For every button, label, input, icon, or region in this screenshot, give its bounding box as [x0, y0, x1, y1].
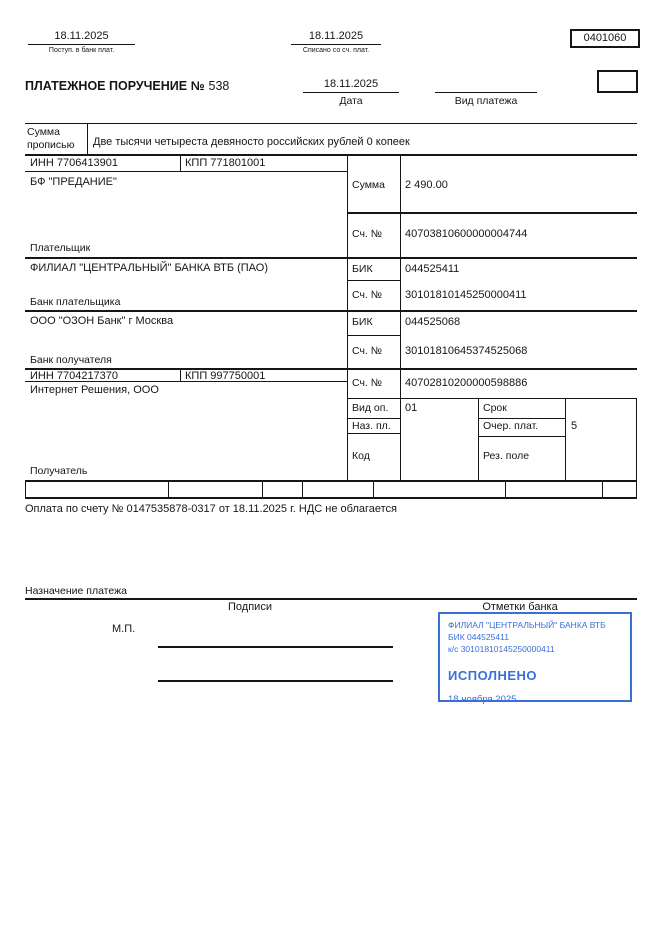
- tax-cell-divider: [373, 480, 374, 497]
- grid-line: [180, 368, 181, 381]
- amount-value: 2 490.00: [405, 179, 448, 191]
- priority-label: Очер. плат.: [483, 420, 539, 432]
- document-title: [25, 79, 229, 93]
- payer-kpp: КПП 771801001: [185, 157, 266, 169]
- grid-line: [565, 398, 566, 480]
- signature-line-2: [158, 680, 393, 682]
- grid-line: [347, 280, 400, 281]
- grid-line: [347, 154, 348, 480]
- doc-date: 18.11.2025: [303, 77, 399, 93]
- grid-line: [180, 154, 181, 171]
- payer-account-label: Сч. №: [352, 228, 383, 240]
- term-label: Срок: [483, 402, 507, 414]
- tax-cell-divider: [302, 480, 303, 497]
- grid-line: [87, 123, 88, 154]
- bank-execution-stamp: [438, 612, 632, 705]
- payee-caption: Получатель: [30, 465, 88, 477]
- bank-marks-caption: Отметки банка: [482, 601, 558, 613]
- stamp-bank-name: ФИЛИАЛ "ЦЕНТРАЛЬНЫЙ" БАНКА ВТБ: [448, 620, 606, 630]
- debited-date-block: [291, 29, 381, 55]
- grid-line: [25, 497, 637, 499]
- payment-type-value: [435, 77, 537, 93]
- payee-bank-bik: 044525068: [405, 316, 461, 328]
- payer-bank-account: 30101810145250000411: [405, 289, 527, 301]
- debited-date-caption: Списано со сч. плат.: [302, 47, 370, 54]
- received-date-block: [28, 29, 135, 55]
- payer-caption: Плательщик: [30, 242, 91, 254]
- form-code-box: 0401060: [570, 29, 640, 48]
- purpose-caption: Назначение платежа: [25, 585, 127, 597]
- document-title-text: ПЛАТЕЖНОЕ ПОРУЧЕНИЕ №: [25, 79, 205, 93]
- payee-kpp: КПП 997750001: [185, 370, 266, 382]
- stamp-status: ИСПОЛНЕНО: [448, 668, 538, 683]
- grid-line: [347, 433, 400, 434]
- grid-line: [25, 310, 637, 312]
- grid-line: [636, 398, 637, 497]
- payee-bank-account: 30101810645374525068: [405, 345, 528, 357]
- payer-bank-caption: Банк плательщика: [30, 296, 121, 308]
- amount-in-words-label: Сумма прописью: [27, 126, 75, 151]
- received-date-caption: Поступ. в банк плат.: [48, 47, 115, 54]
- stamp-bik: БИК 044525411: [448, 632, 509, 642]
- payee-account: 40702810200000598886: [405, 377, 528, 389]
- priority-value: 5: [571, 420, 578, 432]
- grid-line: [347, 398, 637, 399]
- signatures-caption: Подписи: [228, 601, 272, 613]
- amount-in-words: Две тысячи четыреста девяносто российских рублей 0 копеек: [93, 136, 410, 148]
- op-type-value: 01: [405, 402, 418, 414]
- debited-date: 18.11.2025: [291, 29, 381, 45]
- grid-line: [25, 257, 637, 259]
- payee-bank-caption: Банк получателя: [30, 354, 112, 366]
- grid-line: [478, 418, 565, 419]
- doc-date-block: [303, 77, 399, 108]
- payer-account: 40703810600000004744: [405, 228, 528, 240]
- grid-line: [347, 418, 400, 419]
- payer-bank-bik-label: БИК: [352, 263, 373, 275]
- payment-type-block: [435, 77, 537, 108]
- grid-line: [25, 171, 347, 172]
- payee-name: Интернет Решения, ООО: [30, 384, 159, 396]
- payee-bank-account-label: Сч. №: [352, 345, 383, 357]
- reserve-field-label: Рез. поле: [483, 450, 530, 462]
- tax-cell-divider: [168, 480, 169, 497]
- payer-inn: ИНН 7706413901: [30, 157, 119, 169]
- payment-type-caption: Вид платежа: [454, 95, 518, 107]
- payer-bank-account-label: Сч. №: [352, 289, 383, 301]
- grid-line: [347, 335, 400, 336]
- stamp-corr-account: к/с 30101810145250000411: [448, 644, 555, 654]
- tax-cell-divider: [602, 480, 603, 497]
- payer-bank-bik: 044525411: [405, 263, 460, 275]
- purpose-text: Оплата по счету № 0147535878-0317 от 18.11.2025 г. НДС не облагается: [25, 503, 397, 515]
- amount-label: Сумма: [352, 179, 385, 191]
- grid-line: [25, 598, 637, 600]
- payer-bank-name: ФИЛИАЛ "ЦЕНТРАЛЬНЫЙ" БАНКА ВТБ (ПАО): [30, 262, 268, 274]
- tax-cell-divider: [262, 480, 263, 497]
- payee-bank-bik-label: БИК: [352, 316, 373, 328]
- grid-line: [478, 398, 479, 480]
- grid-line: [25, 123, 637, 124]
- grid-line: [25, 480, 637, 482]
- payer-name: БФ "ПРЕДАНИЕ": [30, 176, 117, 188]
- tax-cell-divider: [25, 480, 26, 497]
- doc-date-caption: Дата: [339, 95, 363, 107]
- received-date: 18.11.2025: [28, 29, 135, 45]
- tax-cell-divider: [505, 480, 506, 497]
- grid-line: [400, 154, 401, 480]
- payee-bank-name: ООО "ОЗОН Банк" г Москва: [30, 315, 174, 327]
- document-number: 538: [208, 79, 230, 93]
- payee-inn: ИНН 7704217370: [30, 370, 119, 382]
- payment-type-code-box: [597, 70, 638, 93]
- payee-account-label: Сч. №: [352, 377, 383, 389]
- op-type-label: Вид оп.: [352, 402, 389, 414]
- grid-line: [347, 212, 637, 214]
- signature-line-1: [158, 646, 393, 648]
- seal-place-label: М.П.: [112, 623, 136, 635]
- code-label: Код: [352, 450, 370, 462]
- stamp-date: 18 ноября 2025: [448, 694, 517, 705]
- grid-line: [25, 154, 637, 156]
- purpose-kind-label: Наз. пл.: [352, 420, 391, 432]
- grid-line: [478, 436, 565, 437]
